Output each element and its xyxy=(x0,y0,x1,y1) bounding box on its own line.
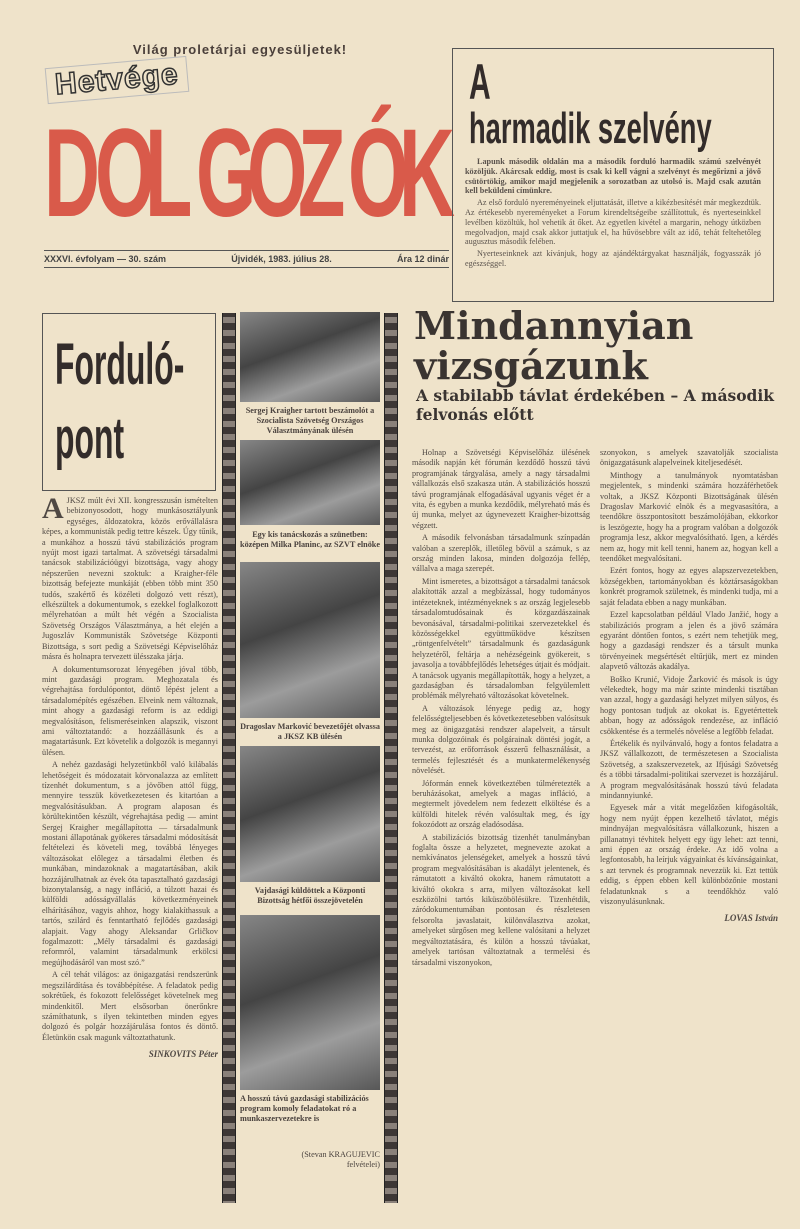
photo-credit-line: felvételei) xyxy=(346,1160,380,1169)
notice-title: harmadik szelvény xyxy=(469,104,712,153)
main-title-line: Mindannyian xyxy=(414,303,694,348)
photo-break-meeting xyxy=(240,440,380,525)
photo-caption: Egy kis tanácskozás a szünetben: középen Milka Planinc, az SZVT elnöke xyxy=(240,530,380,549)
editorial-title-line: Forduló- xyxy=(55,332,185,397)
masthead-letter: Ó xyxy=(348,104,409,243)
photo-credit xyxy=(240,1150,380,1170)
article-paragraph: Jóformán ennek következtében túlméretezték a beruházásokat, amelyek a magas infláció, a megtermelt jövedelem nem fedezett elköltése és a külföldi hitelek révén valósultak meg, és így fokozódott az ország eladósodása. xyxy=(412,778,590,830)
article-paragraph: Ezzel kapcsolatban például Vlado Janžić, hogy a stabilizációs program a jelen és a jövő számára egyaránt döntően fontos, s ezért nem tehetjük meg, hogy a gazdasági rendszer és a társult munka törvényeinek megsértését eltűrjük, mert ez minden alapvető változás akadálya. xyxy=(600,610,778,672)
article-paragraph: Holnap a Szövetségi Képviselőház ülésének második napján két fórumán kezdődő hosszú távú programjának tárgyalása, amely a nagy társadalmi vállalkozás első szakasza után. A stabilizációs hosszú távú programjának elfogadásával ugyanis véget ér a vita, és egyben a munka kezdődik, mélyreható más és új munka, melyet az úgynevezett Kraigher-bizottság végzett. xyxy=(412,448,590,530)
main-article-author: LOVAS István xyxy=(724,913,778,924)
place-date: Újvidék, 1983. július 28. xyxy=(231,254,332,264)
photo-caption: A hosszú távú gazdasági stabilizációs program komoly feladatokat ró a munkaszervezetekre is xyxy=(240,1094,369,1123)
photo-credit-line: (Stevan KRAGUJEVIC xyxy=(301,1150,380,1159)
notice-body xyxy=(465,157,761,271)
photo-markovic xyxy=(240,562,380,718)
article-paragraph: Boško Krunić, Vidoje Žarković és mások is úgy vélekedtek, hogy ma már szinte mindenki tisztában van azzal, hogy a gazdasági helyzet milyen súlyos, és hogy pontosan tudjuk az okokat is. Egyetértettek abban, hogy az adósságok rendezése, az infláció csökkentése és a termelés növelése a legfőbb feladat. xyxy=(600,674,778,736)
editorial-author: SINKOVITS Péter xyxy=(148,1049,218,1060)
film-strip-left xyxy=(222,313,236,1203)
masthead-letter: L xyxy=(145,104,193,243)
article-paragraph: Ezért fontos, hogy az egyes alapszervezetekben, községekben, tartományokban és köztársaságokban konkrét programok születnek, és mindenki tudja, mi a saját feladata ebben a nagy munkában. xyxy=(600,566,778,607)
price: Ára 12 dinár xyxy=(396,254,449,264)
photo-delegates xyxy=(240,746,380,882)
editorial-paragraph: A cél tehát világos: az önigazgatási rendszerünk megszilárdítása és továbbépítése. A feladatok pedig sokrétűek, és fokozott felelősséget követelnek meg mindenkitől. Mert elsősorban önerőnkre számíthatunk, s ilyen tekintetben minden egyes dolgozó és polgár hozzájárulása fontos és döntő. Életünkön csak magunk változtathatunk. xyxy=(42,970,218,1042)
article-paragraph: Mint ismeretes, a bizottságot a társadalmi tanácsok alakították azzal a megbízással, hogy tudományos intézeteknek, intézményeknek s az ország legjelesebb társadalomtudósainak és közgazdászainak bevonásával, társadalmi-politikai szervezetekkel és közösségekkel együttműködve készítsen „röntgenfelvételt” társadalmunk és gazdaságunk helyzetéről, feltárja a nehézségeink gyökereit, s javasolja a továbbfejlődés lehetséges útjait és módjait. A tanácsok ugyanis megállapították, hogy a helyzet, a gazdaságban és társadalomban felgyülemlett problémák mélyreható változásokat követelnek. xyxy=(412,576,590,701)
article-paragraph: A második felvonásban társadalmunk színpadán valóban a szereplők, illetőleg bővül a számuk, s az ország minden lakosa, minden dolgozója fellép, vállalva a maga szerepét. xyxy=(412,533,590,574)
main-article-title xyxy=(414,303,694,388)
editorial-body xyxy=(42,492,218,1060)
photo-caption: Vajdasági küldöttek a Központi Bizottság hétfői összejövetelén xyxy=(254,886,366,905)
photo-caption: Dragoslav Marković bevezetőjét olvassa a JKSZ KB ülésén xyxy=(240,722,380,741)
article-paragraph: Egyesek már a vitát megelőzően kifogásolták, hogy nem nyújt éppen kezelhető távlatot, mégis mindnyájan megvalósításra vállalkozunk, hiszen a pillanatnyi tévhitek helyett egy ügy lehet: azt tenni, ami éppen az ország érdeke. Az idő volna a legfontosabb, ha leírjuk vágyainkat és kívánságainkat, s azt tervnek és programnak nevezzük ki. Ezt tettük eddig, s éppen ebben kell különbözőnie mostani feladatunknak s a teendőkhöz való viszonyulásunknak. xyxy=(600,803,778,907)
masthead-letter: O xyxy=(246,104,308,243)
main-title-line: vizsgázunk xyxy=(414,343,648,388)
photo-kraigher xyxy=(240,312,380,402)
editorial-title xyxy=(55,328,184,476)
masthead-letter: O xyxy=(94,104,155,243)
film-strip-right xyxy=(384,313,398,1203)
masthead-title xyxy=(44,104,455,244)
editorial-paragraph: A dokumentumsorozat lényegében jóval több, mint gazdasági program. Meghozatala és végrehajtása fordulópontot, döntő lépést jelent a társadalomépítés egészében. Elveink nem változnak, mint ahogy a gazdasági reform is az eddigi megvalósításon, felismeréseinken alapszik, viszont ami változtatandó: a hozzáállásunk és a magatartásunk. Ezt követelik a dolgozók is megannyi ülésen. xyxy=(42,664,218,757)
article-paragraph: Értékelik és nyilvánvaló, hogy a fontos feladatra a JKSZ vállalkozott, de természetesen a Szocialista Szövetség, a szakszervezetek, az Ifjúsági Szövetség és a többi társadalmi-politikai szervezet is hozzájárul. A program megvalósításának hosszú távú feladata mindannyiunké. xyxy=(600,738,778,800)
masthead-letter: D xyxy=(44,104,100,243)
issue-info-line xyxy=(44,250,449,268)
editorial-paragraph: JKSZ múlt évi XII. kongresszusán ismételten bebizonyosodott, hogy munkásosztályunk egységes, áldozatokra, közös erővállalásra képes, a kommunisták pedig tettre készek. Úgy tűnik, a munkához a hosszú távú stabilizációs program nyújt most igazi tartalmat. A szövetségi társadalmi tanácsok stabilizációügyi bizottsága, vagy ahogy népszerűen nevezni szoktuk: a Kraigher-féle bizottság befejezte munkáját (ebben több mint 350 tudós, szakértő és közéleti dolgozó vett részt), elkészültek a dokumentumok, s ezekkel foglalkozott mélyrehatóan a múlt hét végén a Szocialista Szövetség Országos Választmánya, a hét elején a Jugoszláv Kommunisták Szövetsége Központi Bizottsága, s sort pedig a Szövetségi Képviselőház másra és holnapra tervezett ülésszaka járja. xyxy=(42,496,218,662)
masthead-letter: Z xyxy=(297,104,345,243)
masthead-slogan: Világ proletárjai egyesüljetek! xyxy=(132,42,348,57)
article-paragraph: Minthogy a tanulmányok nyomtatásban megjelentek, s mindenki számára hozzáférhetőek voltak, a JKSZ Központi Bizottságának ülésén Dragoslav Marković elnök és a megvasasítóra, a teendőkre összpontosított beszámolójában, ekkorkor is leszögezte, hogy ha a program valóban a dolgozók programja lesz, akkor megvalósítható. Igen, a kérdés nem az, hogy mit kell tenni, hanem az, hogyan kell a teendőket megvalósítani. xyxy=(600,470,778,564)
main-article-column-2 xyxy=(600,448,778,924)
photo-caption: Sergej Kraigher tartott beszámolót a Szocialista Szövetség Országos Választmányának ülésén xyxy=(245,406,375,435)
photo-factory xyxy=(240,915,380,1090)
article-paragraph: A változások lényege pedig az, hogy felelősségteljesebben és következetesebben valósítsuk meg az önigazgatási rendszer alapelveit, a társult munka dolgozóinak és polgárainak döntési jogát, a tervezést, az erőforrások ésszerű felhasználását, a termelés fejlesztését és a munkatermelékenység növelését. xyxy=(412,703,590,776)
main-article-subtitle: A stabilabb távlat érdekében – A második felvonás előtt xyxy=(416,386,775,424)
editorial-title-box xyxy=(42,313,216,491)
editorial-paragraph: A nehéz gazdasági helyzetünkből való kilábalás lehetőségeit és módozatait körvonalazza az említett tízenhét dokumentum, s a jövőben attól függ, mennyire tesszük következetesen és kitartóan a megvalósításukban. A program alaposan és körültekintően készült, végrehajtása pedig — amint Sergej Kraigher megállapította — társadalmunk mostani állapotának gyökeres társadalmi módosítását feltételezi és követeli meg, továbbá lényeges változásokat előlegez a társadalmi életben és munkában, mindazoknak a magatartásában, akik hozzájárulhatnak az évek óta tapasztalható gazdasági bizonytalanság, a nagy infláció, a túlzott hazai és külföldi adósságvállalás következményeinek elhárításához, vagyis ahhoz, hogy kialakíthassuk a tartós, szilárd és fenntartható fejlődés gazdasági alapjait. Vagy ahogy Aleksandar Grličkov fogalmazott: „Mély társadalmi és gazdasági reformról, valamint társadalmunk erkölcsi megújhodásáról van most szó.” xyxy=(42,760,218,967)
notice-paragraph: Az első forduló nyereményeinek eljuttatását, illetve a kikézbesítését már megkezdtük. Az értékesebb nyereményeket a Forum kirendeltségeibe szállítottuk, és nyerteseinkkel levélben közöltük, hol vehetik át őket. Az egyetlen kivétel a margarin, nehogy útközben megolvadjon, majd csak akkor juttatjuk el, ha hűvösebbre vált az idő, tehát feltehetőleg augusztus második felében. xyxy=(465,198,761,247)
masthead-letter: G xyxy=(196,104,257,243)
supplement-logo: Hetvége xyxy=(45,56,189,104)
article-paragraph: szonyokon, s amelyek szavatolják szocialista önigazgatásunk alapelveinek kiteljesedését. xyxy=(600,448,778,468)
notice-box xyxy=(452,48,774,302)
notice-paragraph: Lapunk második oldalán ma a második forduló harmadik számú szelvényét közöljük. Akárcsak eddig, most is csak ki kell vágni a szelvényt és megőrizni a jövő csütörtökig, amikor majd megjelenik a sorozatban az utolsó is. Majd csak azután kell beküldeni címünkre. xyxy=(465,157,761,196)
notice-title-a: A xyxy=(469,54,491,110)
masthead-letter: K xyxy=(398,104,455,243)
drop-cap: A xyxy=(42,492,64,525)
article-paragraph: A stabilizációs bizottság tizenhét tanulmányban foglalta össze a helyzetet, megnevezte azokat a nemkívánatos jelenségeket, amelyek a hosszú távú program megvalósításában is akadályt jelentenek, és rámutatott a kiváltó okokra, hanem rámutatott a kiváltó okokra s arra, milyen változásokat kell eszközölni tartós kiküszöbölésükre. Tizenhétdik, záródokumentumában pontosan és részletesen felsorolta javaslatait, különválasztva azokat, amelyeket sürgősen meg kellene valósítani a helyzet megváltoztatására, és külön a hosszú távúakat, amelyek tartósan változtatnak a termelési és társadalmi viszonyokon, xyxy=(412,832,590,967)
editorial-title-line: pont xyxy=(55,406,125,471)
volume-number: XXXVI. évfolyam — 30. szám xyxy=(44,254,167,264)
main-article-column-1 xyxy=(412,448,590,970)
notice-paragraph: Nyerteseinknek azt kívánjuk, hogy az ajándéktárgyakat használják, fogyasszák jó egészséggel. xyxy=(465,249,761,268)
